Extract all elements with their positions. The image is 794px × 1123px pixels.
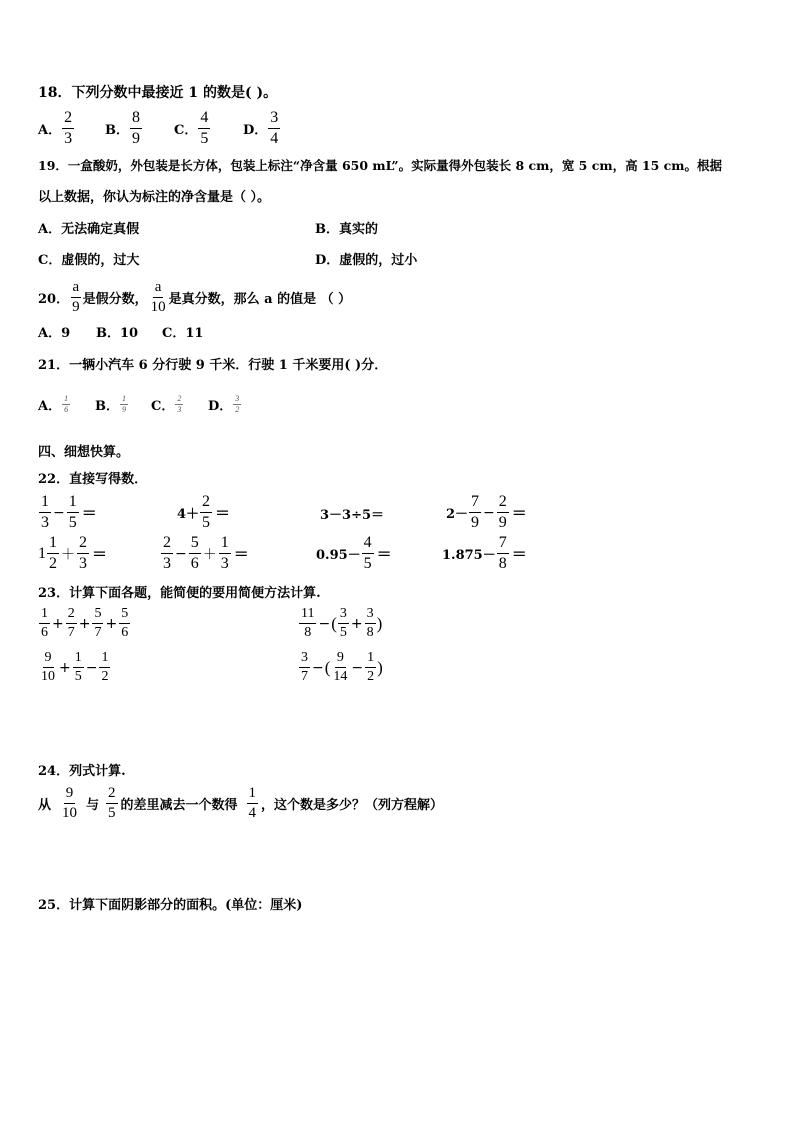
q24-fraction-2-5: $\frac{2}{5}$ — [108, 785, 116, 821]
q22-expr-8: 1.875－ $\frac{7}{8}$ ＝ — [442, 534, 527, 572]
q24-fraction-9-10: $\frac{9}{10}$ — [62, 785, 78, 821]
q18-option-c[interactable]: C． $\frac{4}{5}$ — [174, 109, 209, 147]
q22-expr-3: 3－3÷5＝ — [320, 508, 385, 523]
q18-option-d[interactable]: D． $\frac{3}{4}$ — [243, 109, 279, 147]
q19-option-c[interactable]: C．虚假的，过大 — [38, 253, 140, 268]
q22-expr-2: 4＋ $\frac{2}{5}$ ＝ — [177, 493, 231, 531]
q19-stem-line2: 以上数据，你认为标注的净含量是（ ）。 — [38, 190, 271, 205]
q20-fraction-a-over-10: $\frac{a}{10}$ — [150, 279, 166, 315]
q22-expr-5: 1 $\frac{1}{2}$ ＋ $\frac{2}{3}$ ＝ — [38, 534, 108, 572]
q20-option-b[interactable]: B．10 — [96, 326, 139, 341]
q23-expr-2: $\frac{11}{8}$ − ( $\frac{3}{5}$ + $\frac{3}{8}$ ) — [301, 606, 383, 640]
q19-option-b[interactable]: B．真实的 — [315, 222, 378, 237]
q18-options — [38, 110, 281, 147]
q22-expr-6: $\frac{2}{3}$ − $\frac{5}{6}$ ＋ $\frac{1}{3}$ ＝ — [163, 534, 249, 572]
q20-options — [38, 322, 203, 341]
q20-fraction-a-over-9: $\frac{a}{9}$ — [72, 279, 80, 315]
q22-expr-1: $\frac{1}{3}$ − $\frac{1}{5}$ ＝ — [41, 493, 97, 531]
q23-expr-1: $\frac{1}{6}$ + $\frac{2}{7}$ + $\frac{5}{7}$ + $\frac{5}{6}$ — [41, 606, 129, 640]
q21-option-a[interactable]: A． $\frac{1}{6}$ — [38, 394, 69, 414]
q20-option-a[interactable]: A．9 — [38, 326, 71, 341]
q20-stem: 20． $\frac{a}{9}$ 是假分数， $\frac{a}{10}$ 是真分数，那么 a 的值是 （ ） — [38, 279, 352, 315]
q22-expr-7: 0.95－ $\frac{4}{5}$ ＝ — [316, 534, 392, 572]
q23-expr-3: $\frac{9}{10}$ + $\frac{1}{5}$ − $\frac{1}{2}$ — [41, 650, 109, 684]
q25-title: 25．计算下面阴影部分的面积。(单位：厘米) — [38, 898, 303, 913]
q19-option-d[interactable]: D．虚假的，过小 — [315, 253, 418, 268]
q24-fraction-1-4: $\frac{1}{4}$ — [248, 785, 257, 821]
q23-expr-4: $\frac{3}{7}$ − ( $\frac{9}{14}$ − $\frac{1}{2}$ ) — [301, 650, 383, 684]
q21-option-b[interactable]: B． $\frac{1}{9}$ — [95, 394, 126, 414]
q22-title: 22．直接写得数． — [38, 472, 148, 487]
q23-title: 23．计算下面各题，能简便的要用简便方法计算. — [38, 586, 321, 601]
q24-title: 24．列式计算. — [38, 764, 126, 779]
q24-stem: 从 $\frac{9}{10}$ 与 $\frac{2}{5}$ 的差里减去一个数得 $\frac{1}{4}$ ，这个数是多少？（列方程解） — [38, 785, 444, 821]
q21-option-c[interactable]: C． $\frac{2}{3}$ — [151, 394, 182, 414]
q21-stem: 21．一辆小汽车 6 分行驶 9 千米．行驶 1 千米要用( )分． — [38, 358, 388, 373]
q19-stem-line1: 19．一盒酸奶，外包装是长方体，包装上标注“净含量 650 mL”。实际量得外包装长 8 cm，宽 5 cm，高 15 cm。根据 — [38, 158, 723, 173]
section-4-title: 四、细想快算。 — [38, 445, 130, 460]
q18-option-b[interactable]: B． $\frac{8}{9}$ — [105, 109, 140, 147]
q19-option-a[interactable]: A．无法确定真假 — [38, 222, 140, 237]
q20-option-c[interactable]: C．11 — [162, 326, 204, 341]
q18-option-a[interactable]: A． $\frac{2}{3}$ — [38, 109, 73, 147]
q18-stem: 18．下列分数中最接近 1 的数是( )。 — [38, 85, 278, 101]
q21-option-d[interactable]: D． $\frac{3}{2}$ — [208, 394, 240, 414]
q22-expr-4: 2－ $\frac{7}{9}$ − $\frac{2}{9}$ ＝ — [446, 493, 527, 531]
q21-options — [38, 395, 242, 414]
